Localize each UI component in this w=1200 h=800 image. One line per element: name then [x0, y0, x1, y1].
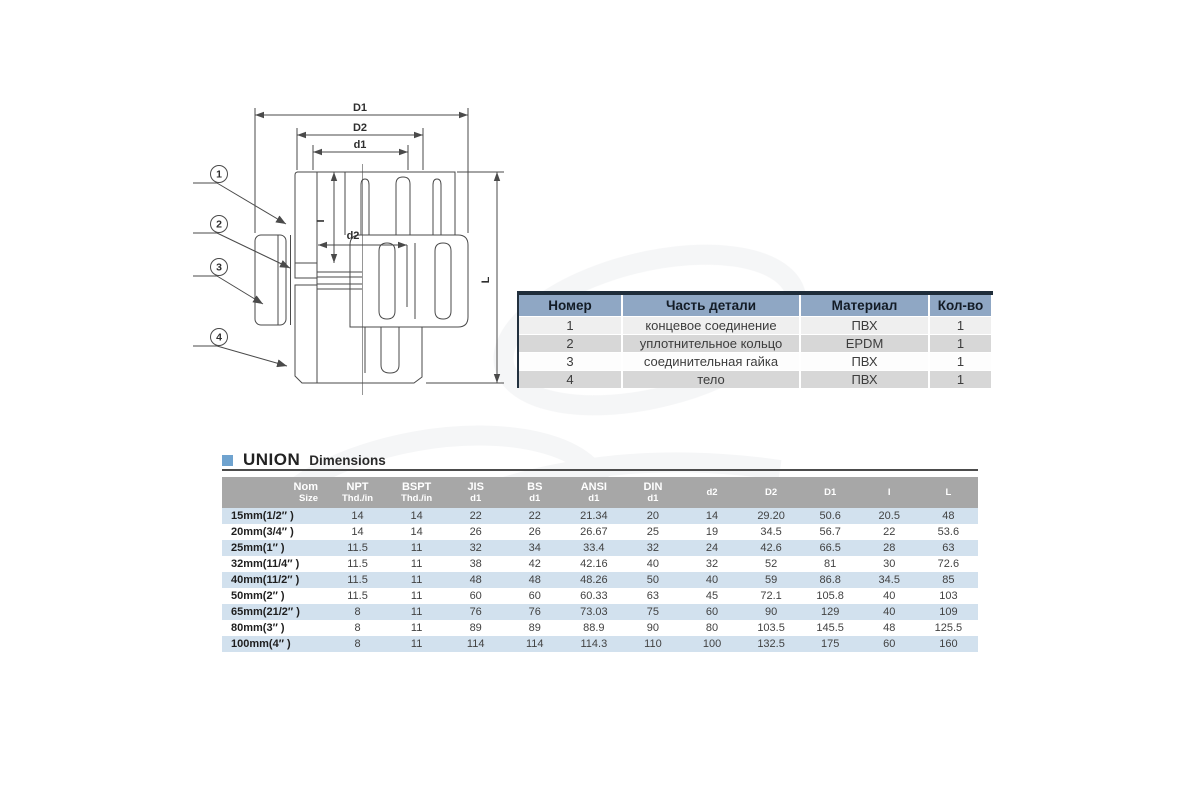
table-cell: 25 — [646, 526, 660, 538]
table-row — [222, 588, 978, 604]
dimension-L — [426, 172, 504, 383]
table-cell: 42.16 — [580, 558, 608, 570]
table-cell: 66.5 — [819, 542, 841, 554]
table-cell: 14 — [351, 510, 364, 522]
table-cell: 60 — [705, 606, 719, 618]
table-cell: 100 — [702, 638, 722, 650]
table-cell: 132.5 — [757, 638, 785, 650]
table-cell: ПВХ — [800, 317, 929, 335]
table-cell: 34.5 — [760, 526, 782, 538]
parts-header-row — [519, 295, 991, 317]
column-header: DIN d1 — [623, 477, 682, 508]
table-row — [222, 604, 978, 620]
part-body — [295, 285, 317, 383]
table-cell: 60 — [528, 590, 541, 602]
table-row — [519, 335, 991, 353]
table-cell: 45 — [705, 590, 719, 602]
table-cell: 40mm(11/2″ ) — [231, 574, 300, 586]
table-cell: 38 — [469, 558, 482, 570]
dimensions-header-row — [222, 477, 978, 508]
table-cell: 42 — [528, 558, 541, 570]
svg-text:2: 2 — [216, 218, 222, 231]
table-row — [519, 317, 991, 335]
table-row — [222, 620, 978, 636]
part-end-connector — [295, 172, 317, 263]
callout-2 — [193, 216, 290, 269]
table-cell: 28 — [883, 542, 896, 554]
dimensions-table-body — [222, 508, 978, 652]
table-row — [222, 524, 978, 540]
dim-label-d1: d1 — [353, 139, 367, 151]
table-cell: 20.5 — [878, 510, 900, 522]
dim-label-I: I — [315, 219, 327, 223]
column-header: Nom Size — [222, 477, 328, 508]
table-cell: 90 — [646, 622, 660, 634]
column-header: d2 — [682, 477, 741, 508]
table-row — [519, 353, 991, 371]
column-header: NPT Thd./in — [328, 477, 387, 508]
part-union-nut — [255, 235, 291, 325]
table-cell: 42.6 — [760, 542, 782, 554]
svg-text:4: 4 — [216, 331, 222, 344]
body-bottom-outline — [302, 278, 422, 383]
table-cell: 89 — [528, 622, 541, 634]
table-cell: 32 — [646, 542, 660, 554]
column-header: D2 — [742, 477, 801, 508]
table-cell: 59 — [764, 574, 778, 586]
table-cell: 14 — [705, 510, 719, 522]
table-cell: 114.3 — [580, 638, 608, 650]
table-cell: 52 — [764, 558, 778, 570]
table-cell: 114 — [466, 638, 485, 650]
table-cell: 175 — [820, 638, 840, 650]
table-cell: 103 — [939, 590, 958, 602]
dim-label-D2: D2 — [352, 122, 368, 134]
dim-label-L: L — [480, 276, 492, 284]
table-cell: 22 — [883, 526, 896, 538]
column-header: BSPT Thd./in — [387, 477, 446, 508]
table-cell: 72.6 — [937, 558, 960, 570]
table-cell: 34 — [528, 542, 541, 554]
table-cell: ПВХ — [800, 371, 929, 389]
table-cell: 76 — [528, 606, 541, 618]
table-cell: 14 — [351, 526, 364, 538]
table-cell: 110 — [644, 638, 662, 650]
table-cell: 80 — [705, 622, 719, 634]
table-cell: 105.8 — [816, 590, 844, 602]
callout-1 — [193, 166, 286, 225]
table-cell: 63 — [942, 542, 955, 554]
callout-3 — [193, 259, 263, 305]
column-header: I — [860, 477, 919, 508]
table-cell: 48 — [942, 510, 955, 522]
table-cell: 19 — [705, 526, 719, 538]
table-cell: 109 — [939, 606, 958, 618]
table-cell: 60 — [469, 590, 482, 602]
table-cell: 11 — [410, 590, 423, 602]
dimension-I — [315, 172, 337, 263]
table-cell: 56.7 — [819, 526, 841, 538]
table-cell: 34.5 — [878, 574, 900, 586]
table-cell: 26 — [469, 526, 482, 538]
dim-label-d2: d2 — [346, 230, 360, 242]
nut-outline — [350, 235, 468, 327]
socket-lines — [317, 272, 362, 289]
table-cell: 60.33 — [580, 590, 608, 602]
table-cell: 24 — [705, 542, 719, 554]
table-cell: 75 — [646, 606, 660, 618]
table-cell: 11.5 — [347, 558, 368, 570]
dimension-d1 — [313, 139, 408, 170]
table-cell: 11.5 — [347, 542, 368, 554]
part-seal-ring — [295, 263, 317, 278]
table-cell: 2 — [566, 336, 574, 351]
column-header: JIS d1 — [446, 477, 505, 508]
table-cell: 33.4 — [583, 542, 605, 554]
table-cell: 50mm(2″ ) — [231, 590, 285, 602]
title-underline — [222, 469, 978, 471]
table-cell: тело — [622, 371, 800, 389]
table-row — [222, 636, 978, 652]
table-cell: 145.5 — [816, 622, 844, 634]
column-header: ANSI d1 — [564, 477, 623, 508]
table-cell: 26.67 — [580, 526, 608, 538]
table-cell: ПВХ — [800, 353, 929, 371]
table-cell: 1 — [929, 371, 991, 389]
table-cell: 40 — [883, 590, 896, 602]
table-cell: 11 — [410, 638, 423, 650]
parts-table — [517, 291, 993, 388]
table-cell: 125.5 — [934, 622, 963, 634]
table-cell: 4 — [566, 372, 574, 387]
table-cell: 14 — [410, 526, 423, 538]
body-outline — [297, 172, 455, 263]
table-cell: 89 — [469, 622, 482, 634]
table-cell: 65mm(21/2″ ) — [231, 606, 300, 618]
table-cell: 1 — [566, 318, 574, 333]
table-cell: 40 — [705, 574, 719, 586]
table-row — [222, 556, 978, 572]
table-cell: 40 — [883, 606, 896, 618]
table-cell: 103.5 — [757, 622, 785, 634]
table-cell: 30 — [883, 558, 896, 570]
svg-text:3: 3 — [216, 261, 222, 274]
table-cell: 11.5 — [347, 590, 368, 602]
table-cell: уплотнительное кольцо — [622, 335, 800, 353]
table-cell: 20 — [646, 510, 660, 522]
table-row — [519, 371, 991, 389]
table-cell: 72.1 — [760, 590, 782, 602]
table-cell: 90 — [764, 606, 778, 618]
table-cell: 48 — [528, 574, 541, 586]
table-cell: 32mm(11/4″ ) — [231, 558, 300, 570]
title-bullet-icon — [222, 455, 233, 466]
table-cell: 29.20 — [757, 510, 785, 522]
table-cell: 114 — [526, 638, 544, 650]
table-cell: 85 — [942, 574, 955, 586]
table-cell: 76 — [469, 606, 482, 618]
table-cell: EPDM — [800, 335, 929, 353]
table-cell: 14 — [410, 510, 423, 522]
parts-col-material: Материал — [800, 295, 929, 317]
table-cell: соединительная гайка — [622, 353, 800, 371]
title-sub: Dimensions — [309, 452, 386, 468]
table-cell: 73.03 — [580, 606, 608, 618]
table-cell: 8 — [354, 622, 361, 634]
table-cell: 50 — [646, 574, 660, 586]
table-cell: 50.6 — [819, 510, 841, 522]
table-cell: 11.5 — [347, 574, 368, 586]
parts-table-body — [519, 317, 991, 389]
table-cell: 22 — [469, 510, 482, 522]
table-cell: 160 — [939, 638, 958, 650]
table-cell: 32 — [705, 558, 719, 570]
callout-4 — [193, 329, 287, 367]
table-cell: 1 — [929, 335, 991, 353]
table-row — [222, 508, 978, 524]
column-header: L — [919, 477, 978, 508]
table-row — [222, 540, 978, 556]
table-cell: 1 — [929, 317, 991, 335]
table-cell: 11 — [410, 542, 423, 554]
table-cell: 15mm(1/2″ ) — [231, 510, 294, 522]
table-row — [222, 572, 978, 588]
table-cell: 63 — [646, 590, 660, 602]
parts-col-number: Номер — [519, 295, 622, 317]
table-cell: 60 — [883, 638, 896, 650]
table-cell: концевое соединение — [622, 317, 800, 335]
table-cell: 21.34 — [580, 510, 608, 522]
table-cell: 32 — [469, 542, 482, 554]
table-cell: 22 — [528, 510, 541, 522]
table-cell: 129 — [820, 606, 840, 618]
parts-col-part: Часть детали — [622, 295, 800, 317]
title-main: UNION — [243, 450, 301, 469]
parts-col-qty: Кол-во — [929, 295, 991, 317]
dim-label-D1: D1 — [352, 102, 368, 114]
table-cell: 11 — [410, 622, 423, 634]
table-cell: 11 — [410, 606, 423, 618]
column-header: D1 — [801, 477, 860, 508]
dimensions-title — [222, 450, 386, 470]
table-cell: 8 — [354, 638, 361, 650]
table-cell: 88.9 — [583, 622, 605, 634]
table-cell: 48.26 — [580, 574, 608, 586]
table-cell: 48 — [469, 574, 482, 586]
table-cell: 86.8 — [819, 574, 841, 586]
table-cell: 53.6 — [937, 526, 960, 538]
column-header: BS d1 — [505, 477, 564, 508]
union-section-drawing — [190, 85, 530, 405]
svg-text:1: 1 — [216, 168, 222, 181]
table-cell: 100mm(4″ ) — [231, 638, 291, 650]
table-cell: 11 — [410, 574, 423, 586]
table-cell: 20mm(3/4″ ) — [231, 526, 294, 538]
table-cell: 81 — [824, 558, 837, 570]
table-cell: 8 — [354, 606, 361, 618]
table-cell: 26 — [528, 526, 541, 538]
table-cell: 11 — [410, 558, 423, 570]
table-cell: 1 — [929, 353, 991, 371]
table-cell: 48 — [883, 622, 896, 634]
table-cell: 80mm(3″ ) — [231, 622, 285, 634]
table-cell: 40 — [646, 558, 660, 570]
dimensions-table — [222, 477, 978, 652]
table-cell: 25mm(1″ ) — [231, 542, 285, 554]
table-cell: 3 — [566, 354, 574, 369]
